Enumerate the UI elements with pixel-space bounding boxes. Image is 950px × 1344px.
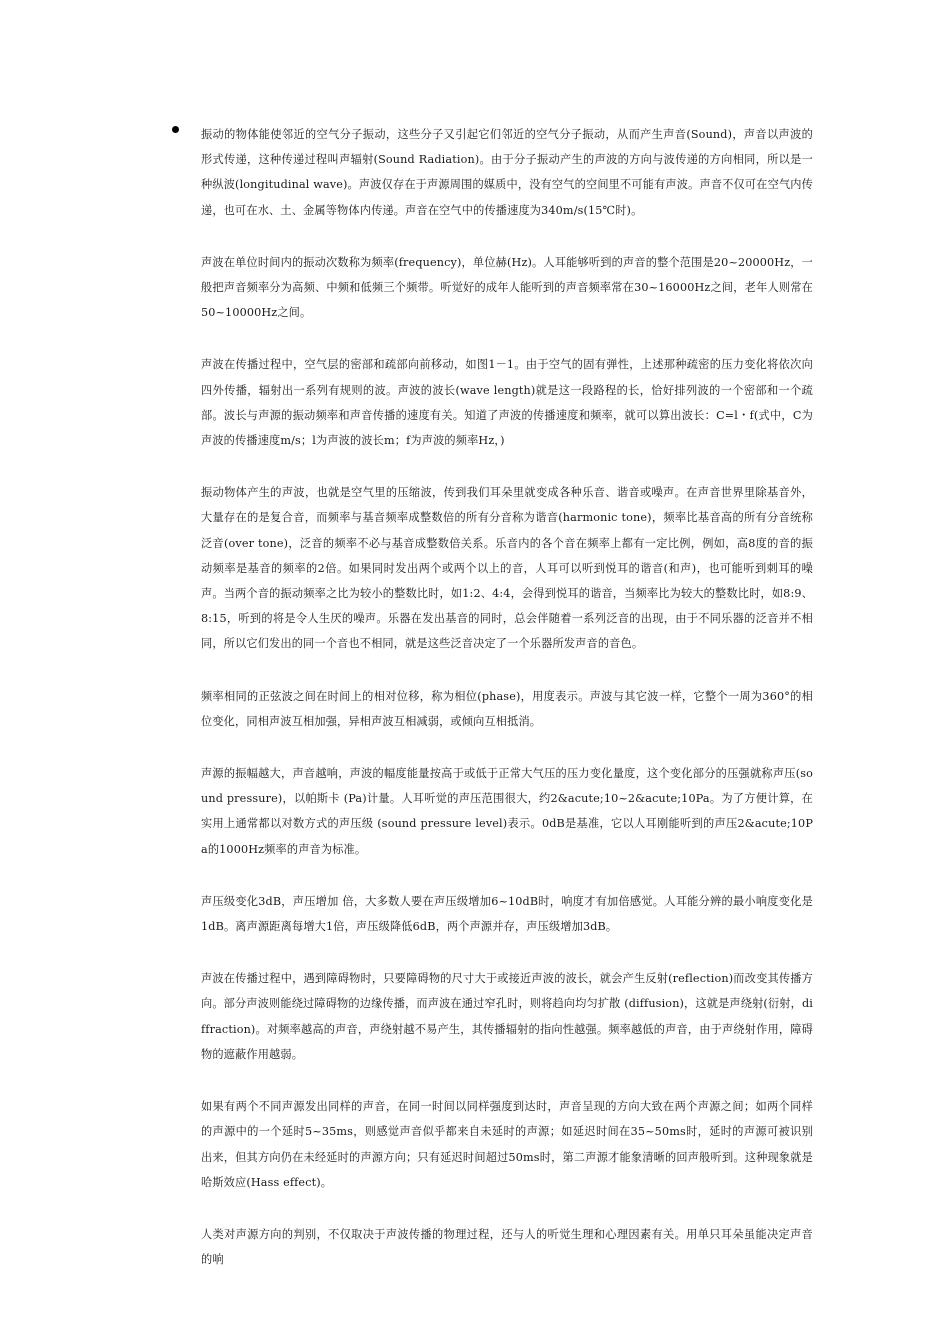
paragraph-haas-effect: 如果有两个不同声源发出同样的声音，在同一时间以同样强度到达时，声音呈现的方向大致在两个声源之间；如两个同样的声源中的一个延时5~35ms，则感觉声音似乎都来自未延时的声源；如延迟时间在35~50ms时，延时的声源可被识别出来，但其方向仍在未经延时的声源方向；只有延迟时间超过50ms时，第二声源才能象清晰的回声般听到。这种现象就是哈斯效应(Hass effect)。 xyxy=(201,1100,813,1189)
paragraph-wavelength: 声波在传播过程中，空气层的密部和疏部向前移动，如图1－1。由于空气的固有弹性，上述那种疏密的压力变化将依次向四外传播，辐射出一系列有规则的波。声波的波长(wave length)就是这一段路程的长，恰好排列波的一个密部和一个疏部。波长与声源的振动频率和声音传播的速度有关。知道了声波的传播速度和频率，就可以算出波长：C=l・f(式中，C为声波的传播速度m/s；l为声波的波长m；f为声波的频率Hz，) xyxy=(201,358,813,448)
paragraph-phase: 频率相同的正弦波之间在时间上的相对位移，称为相位(phase)，用度表示。声波与其它波一样，它整个一周为360°的相位变化，同相声波互相加强，异相声波互相减弱，或倾向互相抵消。 xyxy=(201,689,813,728)
paragraph-sound-pressure: 声源的振幅越大，声音越响，声波的幅度能量按高于或低于正常大气压的压力变化量度，这个变化部分的压强就称声压(sound pressure)，以帕斯卡 (Pa)计量。人耳听觉的声压范围很大，约2&acute;10~2&acute;10Pa。为了方便计算，在实用上通常都以对数方式的声压级 (sound pressure level)表示。0dB是基准，它以人耳刚能听到的声压2&acute;10Pa的1000Hz频率的声音为标准。 xyxy=(201,767,813,856)
paragraph-frequency: 声波在单位时间内的振动次数称为频率(frequency)，单位赫(Hz)。人耳能够听到的声音的整个范围是20~20000Hz，一般把声音频率分为高频、中频和低频三个频带。听觉好的成年人能听到的声音频率常在30~16000Hz之间，老年人则常在50~10000Hz之间。 xyxy=(201,255,813,320)
paragraph-harmonics: 振动物体产生的声波，也就是空气里的压缩波，传到我们耳朵里就变成各种乐音、谐音或噪声。在声音世界里除基音外，大量存在的是复合音，而频率与基音频率成整数倍的所有分音称为谐音(harmonic tone)，频率比基音高的所有分音统称泛音(over tone)，泛音的频率不必与基音成整数倍关系。乐音内的各个音在频率上都有一定比例，例如，高8度的音的振动频率是基音的频率的2倍。如果同时发出两个或两个以上的音，人耳可以听到悦耳的谐音(和声)，也可能听到刺耳的噪声。当两个音的振动频率之比为较小的整数比时，如1:2、4:4，会得到悦耳的谐音，当频率比为较大的整数比时，如8:9、8:15，听到的将是令人生厌的噪声。乐器在发出基音的同时，总会伴随着一系列泛音的出现，由于不同乐器的泛音并不相同，所以它们发出的同一个音也不相同，就是这些泛音决定了一个乐器所发声音的音色。 xyxy=(201,486,813,651)
paragraph-direction-perception: 人类对声源方向的判别，不仅取决于声波传播的物理过程，还与人的听觉生理和心理因素有关。用单只耳朵虽能决定声音的响 xyxy=(201,1227,813,1267)
bullet-icon xyxy=(172,126,179,133)
paragraph-sound-generation: 振动的物体能使邻近的空气分子振动，这些分子又引起它们邻近的空气分子振动，从而产生声音(Sound)，声音以声波的形式传递，这种传递过程叫声辐射(Sound Radiation)。由于分子振动产生的声波的方向与波传递的方向相同，所以是一种纵波(longitudinal wave)。声波仅存在于声源周围的媒质中，没有空气的空间里不可能有声波。声音不仅可在空气内传递，也可在水、土、金属等物体内传递。声音在空气中的传播速度为340m/s(15℃时)。 xyxy=(201,128,813,217)
paragraph-reflection-diffraction: 声波在传播过程中，遇到障碍物时，只要障碍物的尺寸大于或接近声波的波长，就会产生反射(reflection)而改变其传播方向。部分声波则能绕过障碍物的边缘传播，而声波在通过窄孔时，则将趋向均匀扩散 (diffusion)，这就是声绕射(衍射，diffraction)。对频率越高的声音，声绕射越不易产生，其传播辐射的指向性越强。频率越低的声音，由于声绕射作用，障碍物的遮蔽作用越弱。 xyxy=(201,972,813,1061)
document-body xyxy=(201,122,813,1299)
paragraph-pressure-level: 声压级变化3dB，声压增加 倍，大多数人要在声压级增加6~10dB时，响度才有加倍感觉。人耳能分辨的最小响度变化是1dB。离声源距离每增大1倍，声压级降低6dB，两个声源并存，声压级增加3dB。 xyxy=(201,894,813,934)
